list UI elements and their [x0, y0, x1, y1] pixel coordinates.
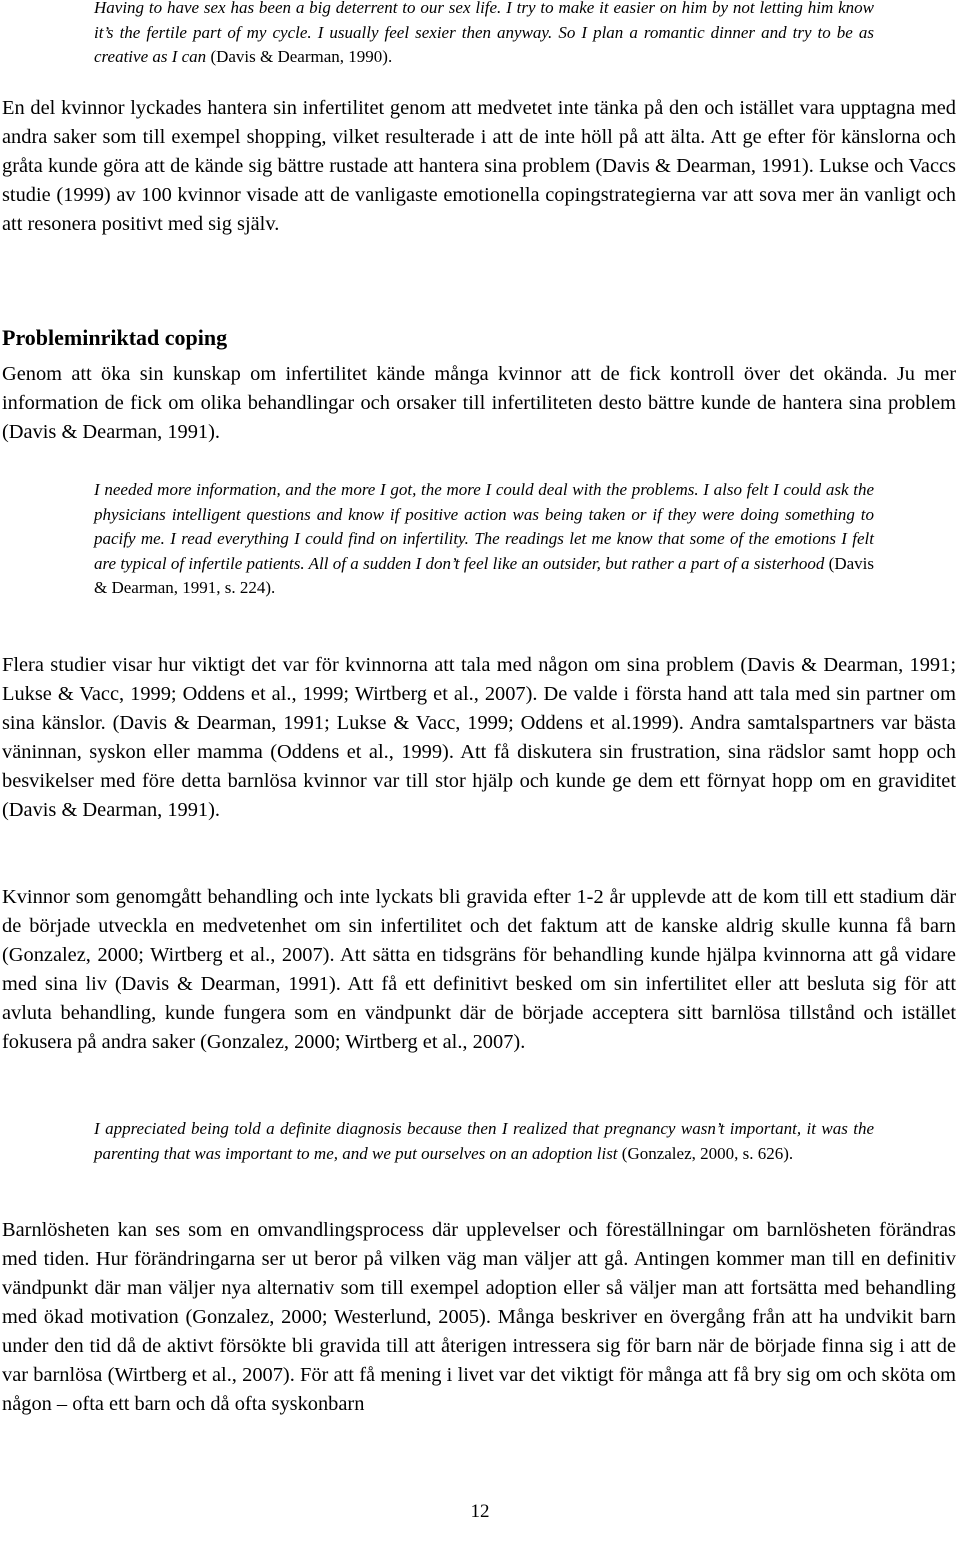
quote-block-3	[94, 1117, 874, 1166]
quote-2-citation: (Davis & Dearman, 1991, s. 224).	[94, 553, 875, 597]
paragraph-5: Barnlösheten kan ses som en omvandlingsprocess där upplevelser och föreställningar om barnlösheten förändras med tiden. Hur förändringarna ser ut beror på vilken väg man väljer att gå. Antingen kommer man till en definitiv vändpunkt där man väljer nya alternativ som till exempel adoption eller så väljer man att fortsätta med behandling med ökad motivation (Gonzalez, 2000; Westerlund, 2005). Många beskriver en övergång från att ha undvikit barn under den tid då de aktivt försökte bli gravida till att återigen intressera sig för barn när de började finna sig i att de var barnlösa (Wirtberg et al., 2007). För att få mening i livet var det viktigt för många att få bry sig om och sköta om någon – ofta ett barn och då ofta syskonbarn	[2, 1219, 956, 1415]
quote-1-text: Having to have sex has been a big deterrent to our sex life. I try to make it easier on him by not letting him know it’s the fertile part of my cycle. I usually feel sexier then anyway. So I plan a romantic dinner and try to be as creative as I can	[94, 0, 874, 66]
quote-3-text: I appreciated being told a definite diagnosis because then I realized that pregnancy wasn’t important, it was the parenting that was important to me, and we put ourselves on an adoption list	[94, 1119, 874, 1163]
quote-2-text: I needed more information, and the more I got, the more I could deal with the problems. I also felt I could ask the physicians intelligent questions and know if positive action was being taken or if they were doing something to pacify me. I read everything I could find on infertility. The readings let me know that some of the emotions I felt are typical of infertile patients. All of a sudden I don’t feel like an outsider, but rather a part of a sisterhood	[94, 480, 874, 573]
quote-3-citation: (Gonzalez, 2000, s. 626).	[617, 1143, 794, 1163]
paragraph-1: En del kvinnor lyckades hantera sin infertilitet genom att medvetet inte tänka på den och istället vara upptagna med andra saker som till exempel shopping, vilket resulterade i att de inte höll på att älta. Att ge efter för känslorna och gråta kunde göra att de kände sig bättre rustade att hantera sina problem (Davis & Dearman, 1991). Lukse och Vaccs studie (1999) av 100 kvinnor visade att de vanligaste emotionella copingstrategierna var att sova mer än vanligt och att resonera positivt med sig själv.	[2, 97, 956, 235]
paragraph-4: Kvinnor som genomgått behandling och inte lyckats bli gravida efter 1-2 år upplevde att de kom till ett stadium där de började utveckla en medvetenhet om sin infertilitet och det faktum att de kanske aldrig skulle kunna få barn (Gonzalez, 2000; Wirtberg et al., 2007). Att sätta en tidsgräns för behandling kunde hjälpa kvinnorna att gå vidare med sina liv (Davis & Dearman, 1991). Att få ett definitivt besked om sin infertilitet eller att besluta sig för att avluta behandling, kunde fungera som en vändpunkt där de började acceptera sitt barnlösa tillstånd och istället fokusera på andra saker (Gonzalez, 2000; Wirtberg et al., 2007).	[2, 886, 956, 1053]
section-heading: Probleminriktad coping	[2, 325, 228, 350]
paragraph-3: Flera studier visar hur viktigt det var för kvinnorna att tala med någon om sina problem (Davis & Dearman, 1991; Lukse & Vacc, 1999; Oddens et al., 1999; Wirtberg et al., 2007). De valde i första hand att tala med sin partner om sina känslor. (Davis & Dearman, 1991; Lukse & Vacc, 1999; Oddens et al.1999). Andra samtalspartners var bästa väninnan, syskon eller mamma (Oddens et al., 1999). Att få diskutera sin frustration, sina rädslor samt hopp och besvikelser med före detta barnlösa kvinnor var till stor hjälp och kunde ge dem ett förnyat hopp om en graviditet (Davis & Dearman, 1991).	[2, 654, 956, 821]
quote-block-1	[94, 0, 874, 70]
paragraph-2: Genom att öka sin kunskap om infertilitet kände många kvinnor att de fick kontroll över det okända. Ju mer information de fick om olika behandlingar och orsaker till infertiliteten desto bättre kunde de hantera sina problem (Davis & Dearman, 1991).	[2, 363, 956, 443]
quote-1-citation: (Davis & Dearman, 1990).	[206, 47, 393, 66]
quote-block-2	[94, 478, 874, 601]
page-number: 12	[470, 1501, 490, 1522]
